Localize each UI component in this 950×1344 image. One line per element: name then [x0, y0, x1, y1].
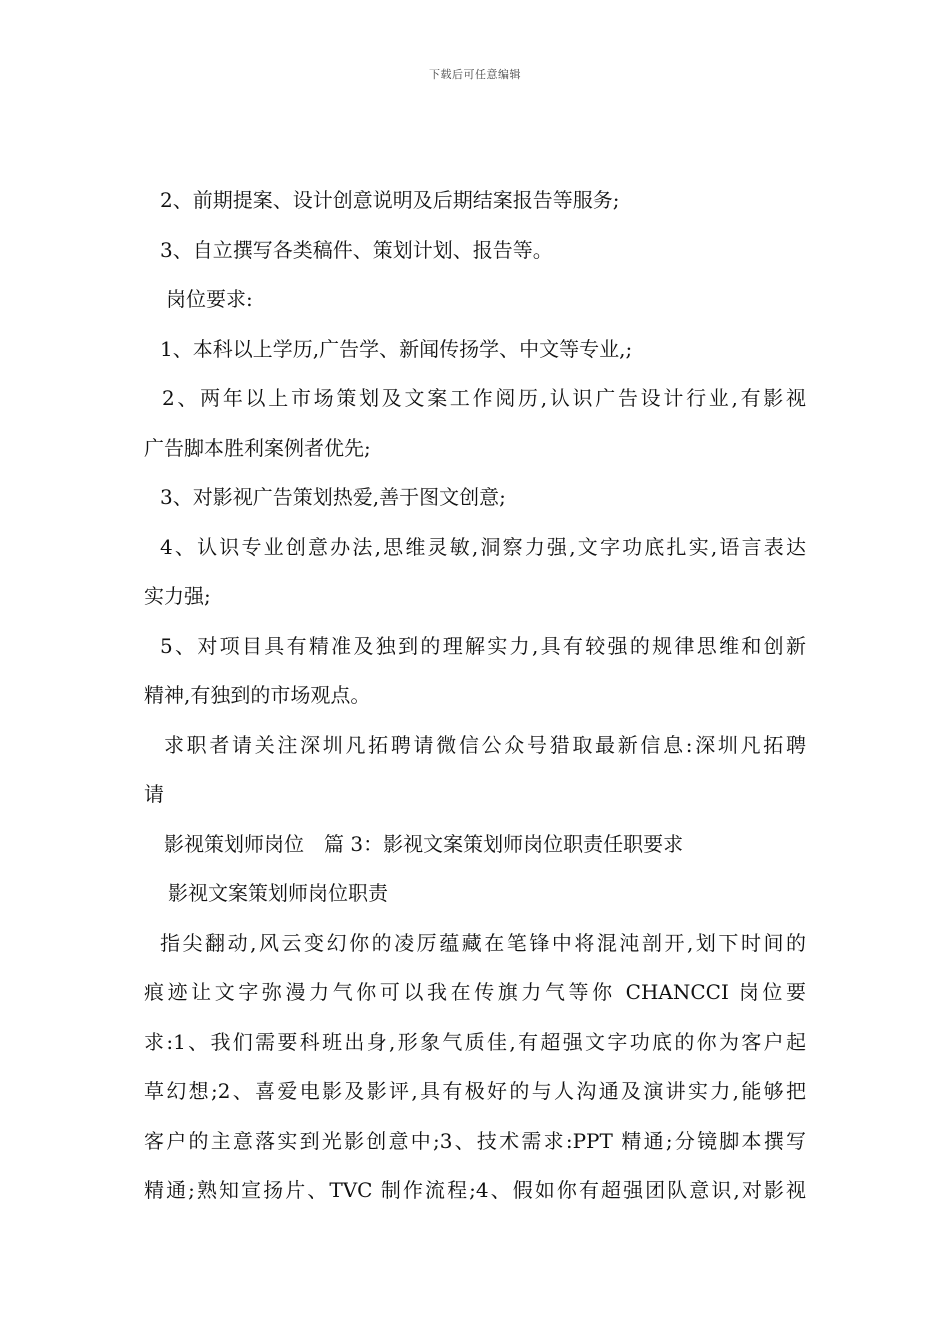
page-header: 下载后可任意编辑 — [429, 68, 521, 81]
section-heading: 影视策划师岗位 篇 3：影视文案策划师岗位职责任职要求 — [164, 831, 684, 856]
paragraph-line: 精通;熟知宣扬片、TVC 制作流程;4、假如你有超强团队意识,对影视 — [144, 1178, 806, 1202]
paragraph-line: 实力强; — [144, 584, 211, 608]
paragraph-line: 3、自立撰写各类稿件、策划计划、报告等。 — [160, 237, 553, 262]
paragraph-line: 求职者请关注深圳凡拓聘请微信公众号猎取最新信息:深圳凡拓聘 — [164, 732, 806, 757]
paragraph-line: 2、前期提案、设计创意说明及后期结案报告等服务; — [160, 188, 620, 212]
paragraph-line: 岗位要求: — [166, 287, 253, 311]
paragraph-line: 指尖翻动,风云变幻你的凌厉蕴藏在笔锋中将混沌剖开,划下时间的 — [160, 930, 806, 955]
paragraph-line: 痕迹让文字弥漫力气你可以我在传旗力气等你 CHANCCI 岗位要 — [144, 980, 806, 1004]
paragraph-line: 3、对影视广告策划热爱,善于图文创意; — [160, 485, 506, 509]
paragraph-line: 2、两年以上市场策划及文案工作阅历,认识广告设计行业,有影视 — [162, 386, 806, 410]
paragraph-line: 5、对项目具有精准及独到的理解实力,具有较强的规律思维和创新 — [160, 633, 806, 658]
paragraph-line: 客户的主意落实到光影创意中;3、技术需求:PPT 精通;分镜脚本撰写 — [144, 1128, 806, 1153]
paragraph-line: 1、本科以上学历,广告学、新闻传扬学、中文等专业,; — [160, 336, 633, 361]
paragraph-line: 草幻想;2、喜爱电影及影评,具有极好的与人沟通及演讲实力,能够把 — [144, 1079, 806, 1103]
document-body — [144, 176, 806, 1216]
paragraph-line: 请 — [144, 782, 164, 806]
paragraph-line: 精神,有独到的市场观点。 — [144, 683, 371, 707]
subsection-heading: 影视文案策划师岗位职责 — [168, 881, 388, 905]
paragraph-line: 求:1、我们需要科班出身,形象气质佳,有超强文字功底的你为客户起 — [144, 1029, 806, 1054]
paragraph-line: 广告脚本胜利案例者优先; — [144, 435, 371, 460]
paragraph-line: 4、认识专业创意办法,思维灵敏,洞察力强,文字功底扎实,语言表达 — [160, 534, 806, 559]
